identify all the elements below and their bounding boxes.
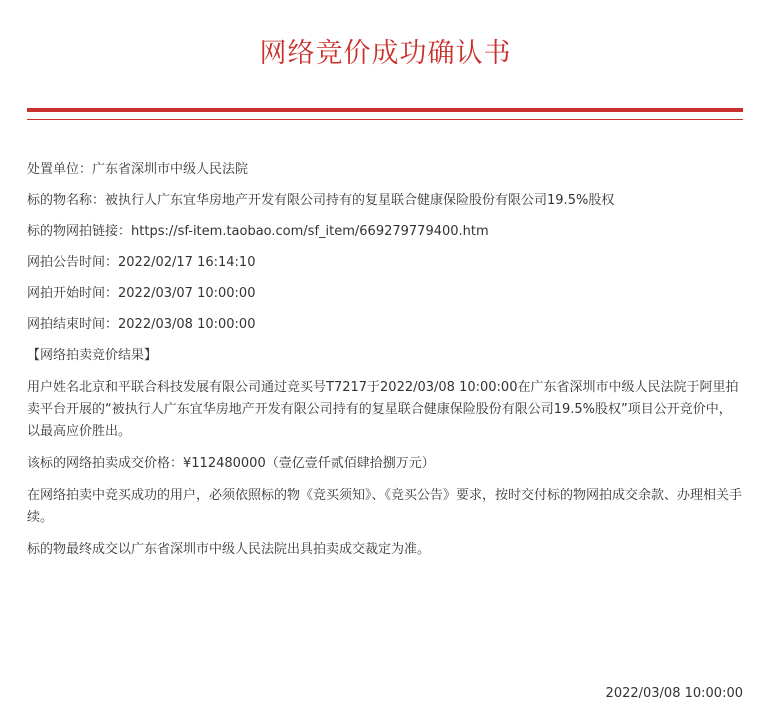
field-item-link <box>27 222 743 242</box>
field-label: 处置单位： <box>27 162 93 177</box>
field-label: 标的物名称： <box>27 193 106 208</box>
final-statement: 标的物最终成交以广东省深圳市中级人民法院出具拍卖成交裁定为准。 <box>27 542 431 557</box>
field-value: 被执行人广东宜华房地产开发有限公司持有的复星联合健康保险股份有限公司19.5%股权 <box>105 193 615 208</box>
document-body <box>27 160 743 560</box>
title-divider-thick <box>27 108 743 112</box>
title-divider-thin <box>27 119 743 120</box>
price-label: 该标的网络拍卖成交价格： <box>27 456 184 471</box>
field-end-time <box>27 315 743 335</box>
field-label: 网拍开始时间： <box>27 286 119 301</box>
field-start-time <box>27 284 743 304</box>
field-value: 广东省深圳市中级人民法院 <box>92 162 249 177</box>
issue-date: 2022/03/08 10:00:00 <box>605 686 743 701</box>
field-value: 2022/03/07 10:00:00 <box>118 286 256 301</box>
result-paragraph: 用户姓名北京和平联合科技发展有限公司通过竞买号T7217于2022/03/08 10:00:00在广东省深圳市中级人民法院于阿里拍卖平台开展的“被执行人广东宜华房地产开发有限公司持有的复星联合健康保险股份有限公司19.5%股权”项目公开竞价中，以最高应价胜出。 <box>27 380 739 439</box>
final-price <box>27 454 743 474</box>
field-label: 网拍公告时间： <box>27 255 119 270</box>
field-label: 网拍结束时间： <box>27 317 119 332</box>
field-label: 标的物网拍链接： <box>27 224 132 239</box>
result-section-title: 【网络拍卖竞价结果】 <box>27 348 158 363</box>
price-value: ¥112480000（壹亿壹仟贰佰肆拾捌万元） <box>183 456 435 471</box>
field-item-name <box>27 191 743 211</box>
item-link[interactable]: https://sf-item.taobao.com/sf_item/669279779400.htm <box>131 224 489 239</box>
field-value: 2022/02/17 16:14:10 <box>118 255 256 270</box>
field-disposal-unit <box>27 160 743 180</box>
field-value: 2022/03/08 10:00:00 <box>118 317 256 332</box>
document-title: 网络竞价成功确认书 <box>259 38 512 69</box>
notice-paragraph: 在网络拍卖中竞买成功的用户，必须依照标的物《竞买须知》、《竞买公告》要求，按时交付标的物网拍成交余款、办理相关手续。 <box>27 488 743 525</box>
field-announcement-time <box>27 253 743 273</box>
